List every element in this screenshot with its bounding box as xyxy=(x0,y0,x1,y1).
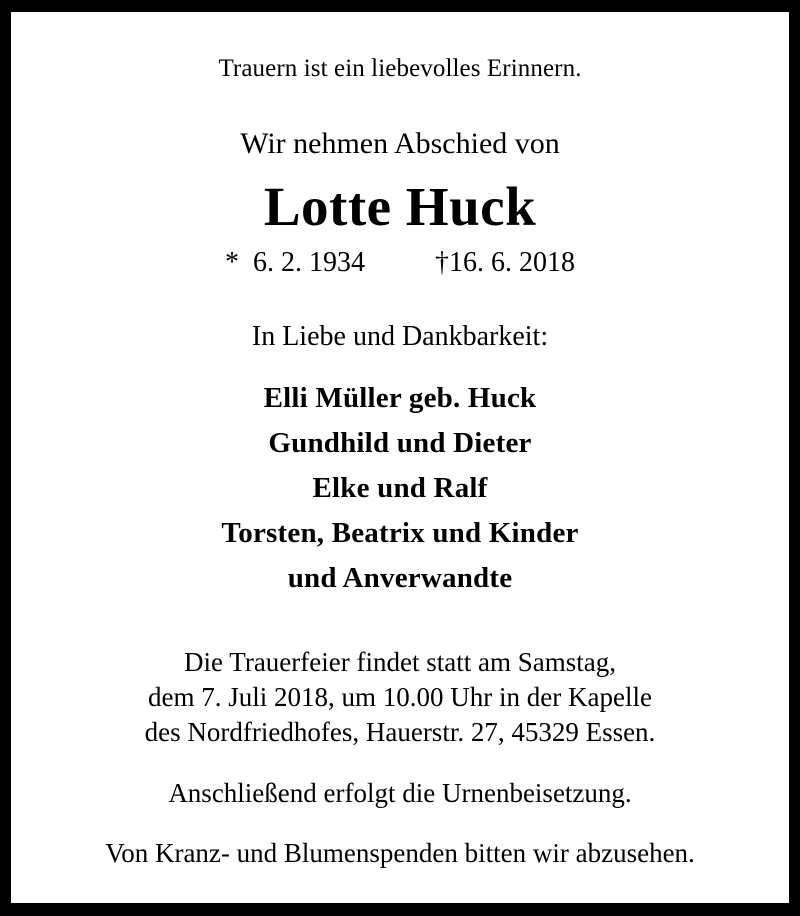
mourner-line: Torsten, Beatrix und Kinder xyxy=(221,517,579,549)
life-dates: * 6. 2. 1934 †16. 6. 2018 xyxy=(225,247,575,278)
interment-note: Anschließend erfolgt die Urnenbeisetzung. xyxy=(168,778,632,808)
ceremony-line: dem 7. Juli 2018, um 10.00 Uhr in der Kapelle xyxy=(148,682,652,712)
ceremony-details xyxy=(11,601,789,750)
mourner-line: und Anverwandte xyxy=(287,562,513,594)
gratitude-text: In Liebe und Dankbarkeit: xyxy=(251,321,549,352)
epitaph-text: Trauern ist ein liebevolles Erinnern. xyxy=(218,55,582,82)
ceremony-line: des Nordfriedhofes, Hauerstr. 27, 45329 Essen. xyxy=(144,717,656,747)
ceremony-line: Die Trauerfeier findet statt am Samstag, xyxy=(184,647,616,677)
obituary-sheet xyxy=(11,12,789,903)
mourner-line: Gundhild und Dieter xyxy=(268,427,532,459)
mourner-line: Elke und Ralf xyxy=(312,472,488,504)
flowers-note: Von Kranz- und Blumenspenden bitten wir abzusehen. xyxy=(105,838,695,868)
deceased-name: Lotte Huck xyxy=(263,176,537,237)
farewell-text: Wir nehmen Abschied von xyxy=(240,127,560,160)
mourner-line: Elli Müller geb. Huck xyxy=(263,382,537,414)
mourners-list xyxy=(11,354,789,601)
